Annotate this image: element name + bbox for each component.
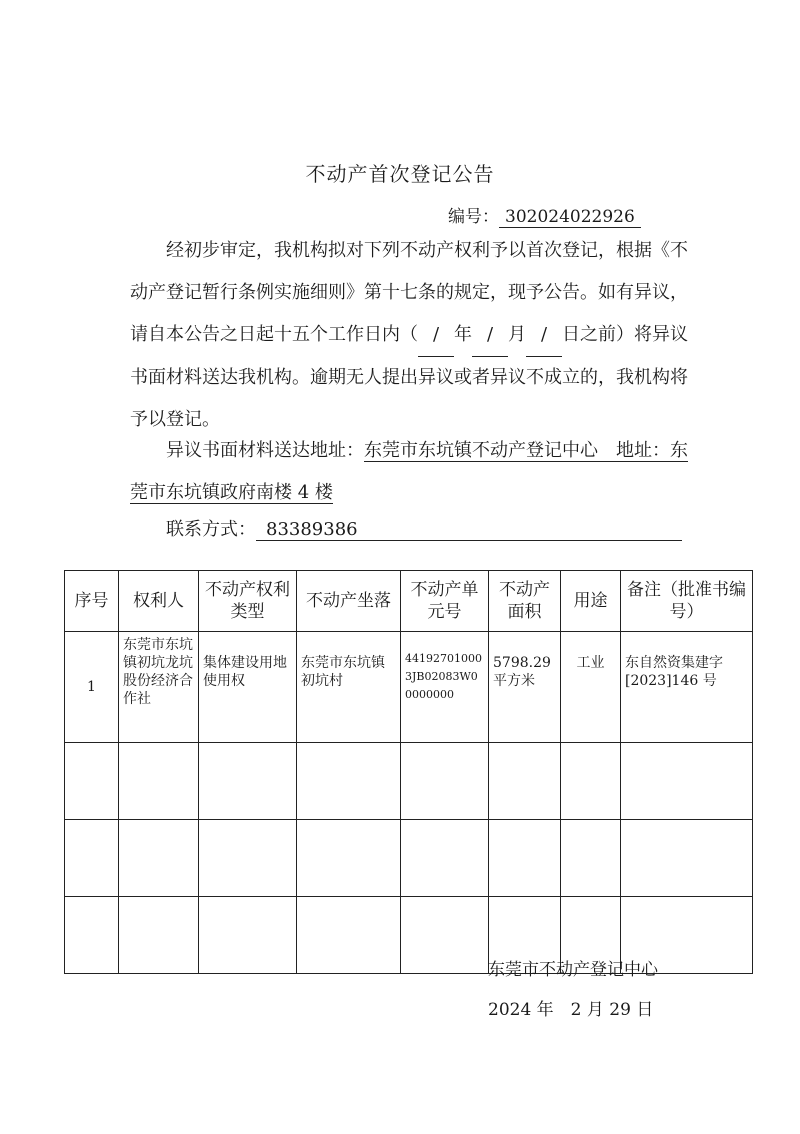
contact-value: 83389386 — [256, 519, 682, 541]
address-org: 东莞市东坑镇不动产登记中心 — [364, 440, 598, 461]
cell-usage: 工业 — [561, 632, 621, 743]
day-label: 日之前） — [562, 324, 634, 345]
contact-label: 联系方式： — [166, 519, 256, 540]
issuing-organization: 东莞市不动产登记中心 — [488, 960, 658, 980]
header-unit-no: 不动产单元号 — [401, 571, 489, 632]
table-row-empty — [65, 743, 753, 820]
header-area: 不动产面积 — [489, 571, 561, 632]
year-label: 年 — [454, 324, 472, 345]
cell-holder: 东莞市东坑镇初坑龙坑股份经济合作社 — [119, 632, 199, 743]
table-row — [65, 632, 753, 743]
contact-info — [166, 515, 682, 541]
cell-unit-no: 441927010003JB02083W00000000 — [401, 632, 489, 743]
month-blank: / — [472, 314, 508, 357]
serial-number — [448, 202, 641, 228]
cell-location: 东莞市东坑镇初坑村 — [297, 632, 401, 743]
announcement-body — [130, 230, 690, 441]
day-blank: / — [526, 314, 562, 357]
address-value: 东莞市东坑镇政府南楼 4 楼 — [130, 440, 688, 503]
header-location: 不动产坐落 — [297, 571, 401, 632]
body-text-2: 将异议书面材料送达我机构。逾期无人提出异议或者异议不成立的，我机构将予以登记。 — [130, 324, 688, 430]
address-label: 异议书面材料送达地址： — [166, 440, 364, 461]
address-addr-label: 地址： — [616, 440, 670, 461]
year-blank: / — [418, 314, 454, 357]
header-remark: 备注（批准书编号） — [621, 571, 753, 632]
cell-remark: 东自然资集建字[2023]146 号 — [621, 632, 753, 743]
objection-address — [130, 430, 690, 514]
header-seq: 序号 — [65, 571, 119, 632]
table-row-empty — [65, 820, 753, 897]
cell-seq: 1 — [65, 632, 119, 743]
page-title: 不动产首次登记公告 — [305, 162, 495, 186]
month-label: 月 — [508, 324, 526, 345]
serial-label: 编号： — [448, 207, 499, 227]
header-usage: 用途 — [561, 571, 621, 632]
cell-area: 5798.29平方米 — [489, 632, 561, 743]
body-text-1: 经初步审定，我机构拟对下列不动产权利予以首次登记，根据《不动产登记暂行条例实施细则》第十七条的规定，现予公告。如有异议，请自本公告之日起十五个工作日内（ — [130, 240, 688, 345]
table-header-row — [65, 571, 753, 632]
header-right-type: 不动产权利类型 — [199, 571, 297, 632]
issue-date: 2024 年 2 月 29 日 — [488, 1000, 654, 1020]
serial-value: 302024022926 — [499, 207, 641, 228]
registration-table — [64, 570, 753, 974]
header-holder: 权利人 — [119, 571, 199, 632]
cell-right-type: 集体建设用地使用权 — [199, 632, 297, 743]
